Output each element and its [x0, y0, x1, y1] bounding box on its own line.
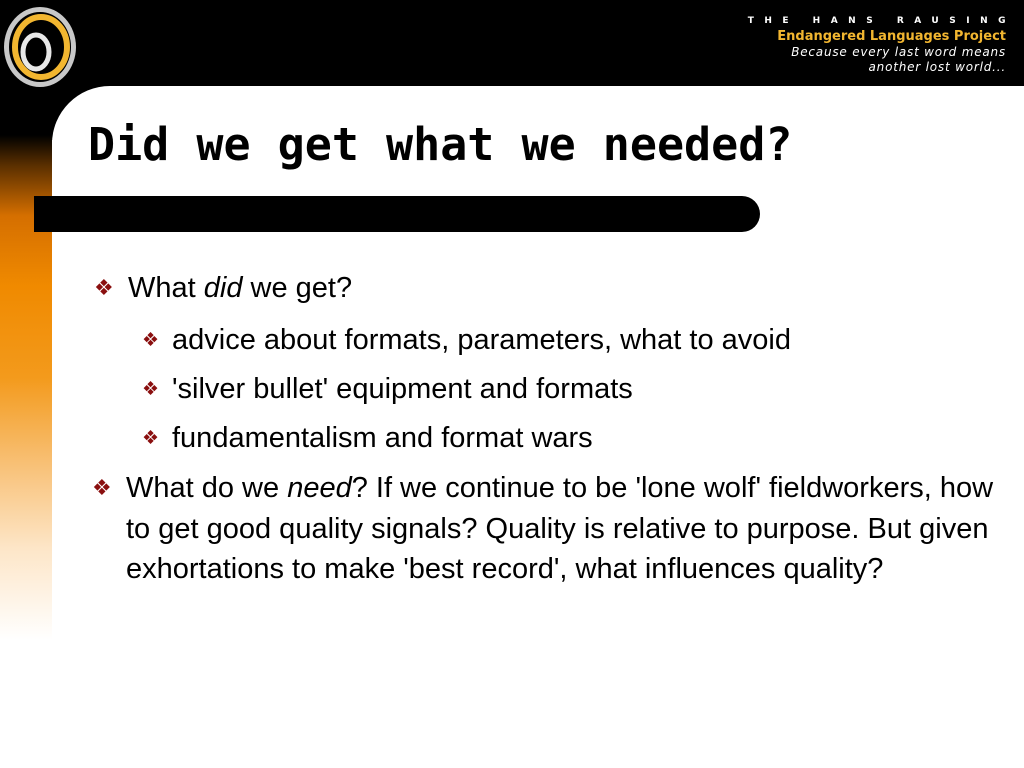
bullet-text-prefix: What do we — [126, 472, 288, 504]
slide-title: Did we get what we needed? — [88, 118, 793, 171]
sub-bullet-text: fundamentalism and format wars — [172, 422, 593, 454]
sub-bullet-advice — [142, 320, 791, 360]
brand-block — [747, 14, 1016, 75]
sub-bullet-text: advice about formats, parameters, what to avoid — [172, 324, 791, 356]
diamond-bullet-icon: ❖ — [142, 428, 160, 449]
bullet-text-suffix: ? If we continue to be 'lone wolf' fieldworkers, how to get good quality signals? Quality is relative to purpose. But given exhortations to make 'best record', what influences quality? — [126, 472, 994, 585]
bullet-text-emphasis: did — [203, 272, 243, 304]
brand-slogan-line2: another lost world... — [868, 60, 1006, 74]
bullet-what-do-we-need — [92, 468, 996, 590]
bullet-text-emphasis: need — [287, 472, 352, 504]
sub-bullet-silver-bullet — [142, 369, 633, 409]
brand-project-name: Endangered Languages Project — [777, 29, 1006, 44]
bullet-text-suffix: we get? — [242, 272, 353, 304]
bullet-text-prefix: What — [128, 272, 204, 304]
title-underline-bar — [34, 196, 760, 232]
sub-bullet-fundamentalism — [142, 418, 593, 458]
diamond-bullet-icon: ❖ — [92, 475, 112, 500]
sub-bullet-text: 'silver bullet' equipment and formats — [172, 373, 633, 405]
diamond-bullet-icon: ❖ — [94, 275, 114, 300]
diamond-bullet-icon: ❖ — [142, 330, 160, 351]
elp-circle-logo-icon — [0, 0, 84, 94]
bullet-what-did-we-get — [94, 268, 353, 308]
brand-slogan-line1: Because every last word means — [791, 45, 1006, 59]
brand-tagline-top: THE HANS RAUSING — [747, 16, 1016, 26]
diamond-bullet-icon: ❖ — [142, 379, 160, 400]
